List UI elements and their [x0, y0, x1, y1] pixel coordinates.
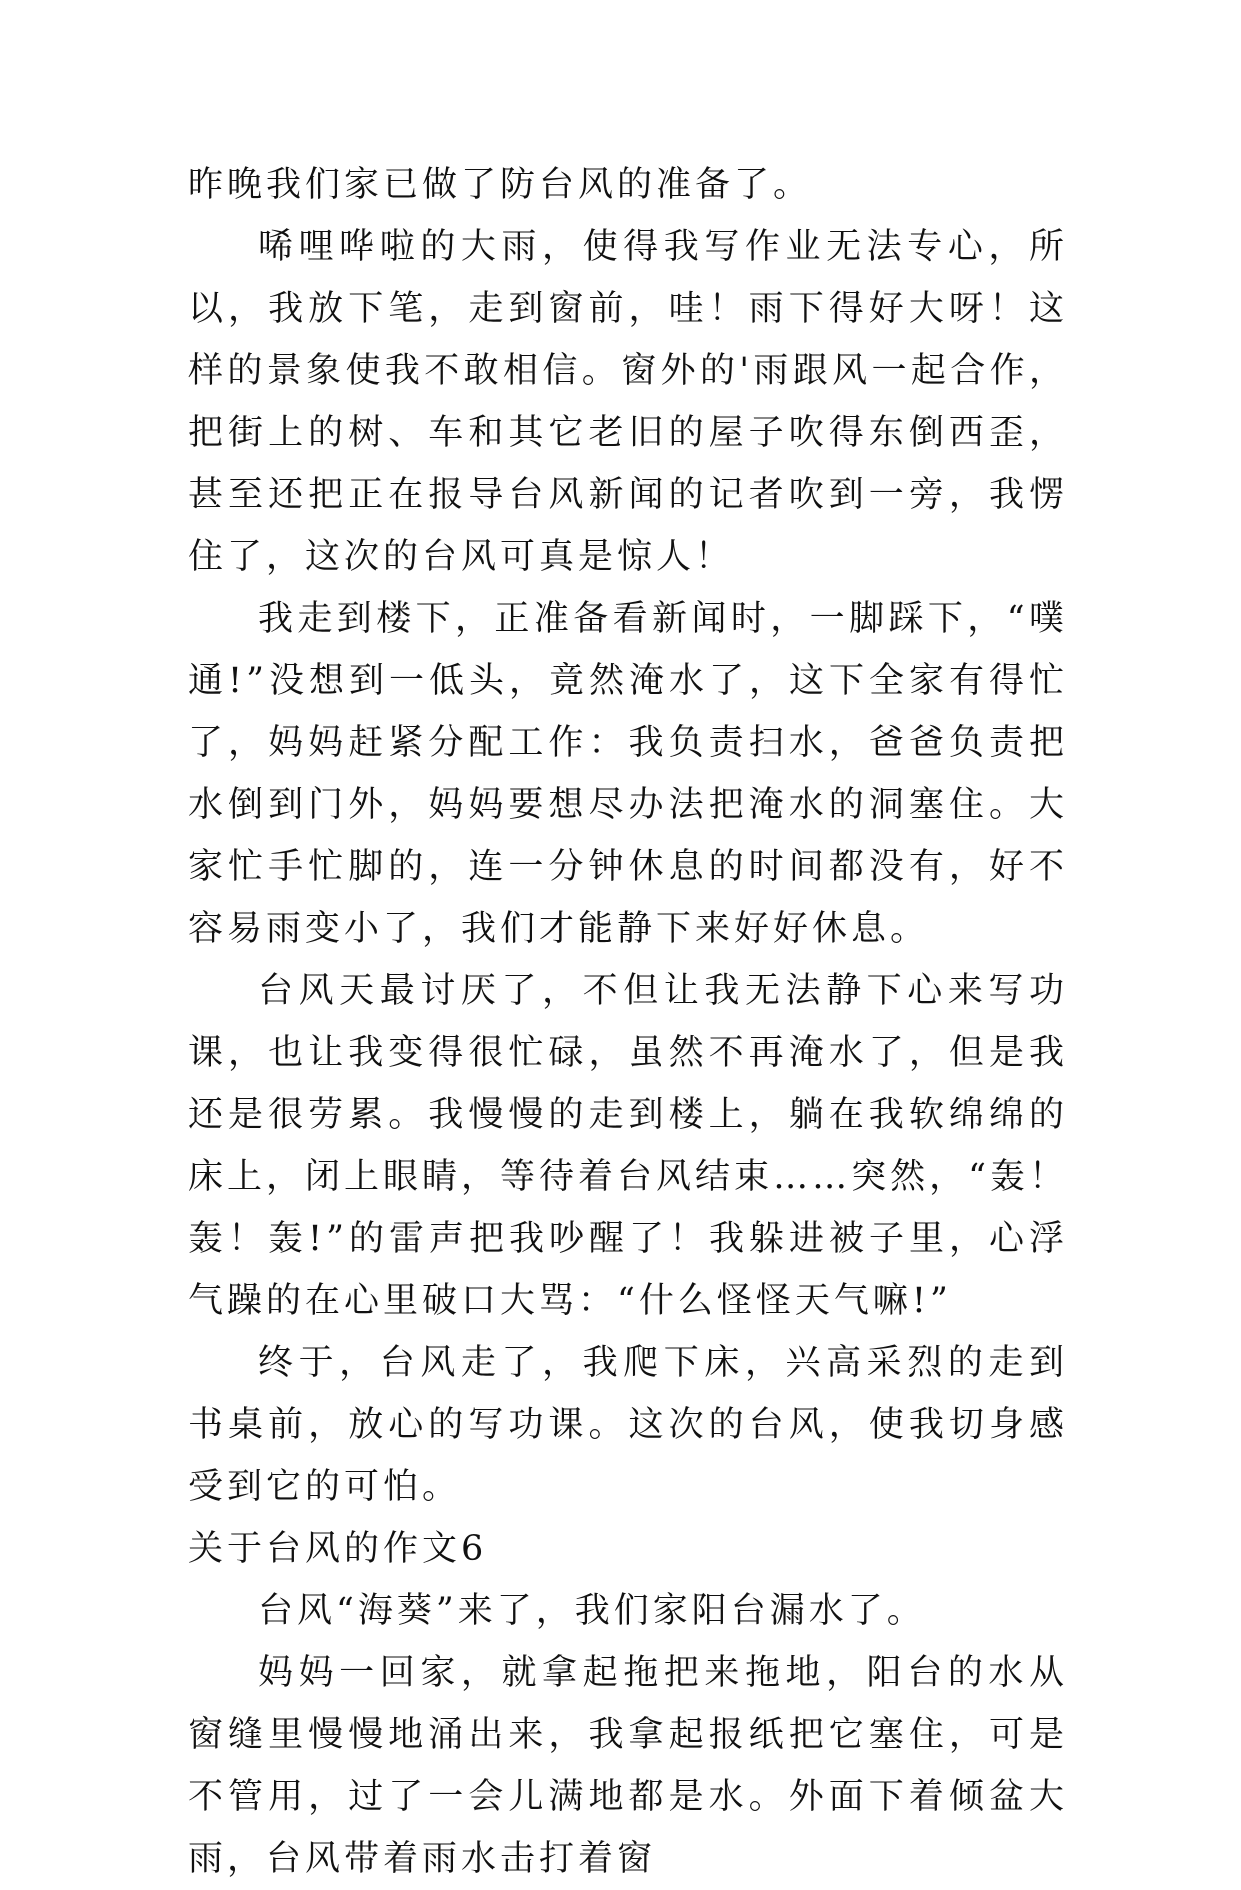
paragraph: 唏哩哗啦的大雨，使得我写作业无法专心，所以，我放下笔，走到窗前，哇！雨下得好大呀！这样的景象使我不敢相信。窗外的'雨跟风一起合作，把街上的树、车和其它老旧的屋子吹得东倒西歪，甚至还把正在报导台风新闻的记者吹到一旁，我愣住了，这次的台风可真是惊人！ — [188, 227, 1068, 577]
paragraph: 终于，台风走了，我爬下床，兴高采烈的走到书桌前，放心的写功课。这次的台风，使我切身感受到它的可怕。 — [188, 1343, 1068, 1507]
section-title: 关于台风的作文6 — [188, 1529, 488, 1569]
paragraph: 台风“海葵”来了，我们家阳台漏水了。 — [258, 1591, 926, 1631]
paragraph: 昨晚我们家已做了防台风的准备了。 — [188, 165, 813, 205]
paragraph: 台风天最讨厌了，不但让我无法静下心来写功课，也让我变得很忙碌，虽然不再淹水了，但是我还是很劳累。我慢慢的走到楼上，躺在我软绵绵的床上，闭上眼睛，等待着台风结束……突然，“轰！轰！轰!”的雷声把我吵醒了！我躲进被子里，心浮气躁的在心里破口大骂：“什么怪怪天气嘛!” — [188, 971, 1068, 1321]
paragraph: 我走到楼下，正准备看新闻时，一脚踩下，“噗通!”没想到一低头，竟然淹水了，这下全家有得忙了，妈妈赶紧分配工作：我负责扫水，爸爸负责把水倒到门外，妈妈要想尽办法把淹水的洞塞住。大家忙手忙脚的，连一分钟休息的时间都没有，好不容易雨变小了，我们才能静下来好好休息。 — [188, 599, 1068, 949]
paragraph: 妈妈一回家，就拿起拖把来拖地，阳台的水从窗缝里慢慢地涌出来，我拿起报纸把它塞住，可是不管用，过了一会儿满地都是水。外面下着倾盆大雨，台风带着雨水击打着窗 — [188, 1653, 1068, 1879]
document-body — [188, 154, 1068, 1890]
